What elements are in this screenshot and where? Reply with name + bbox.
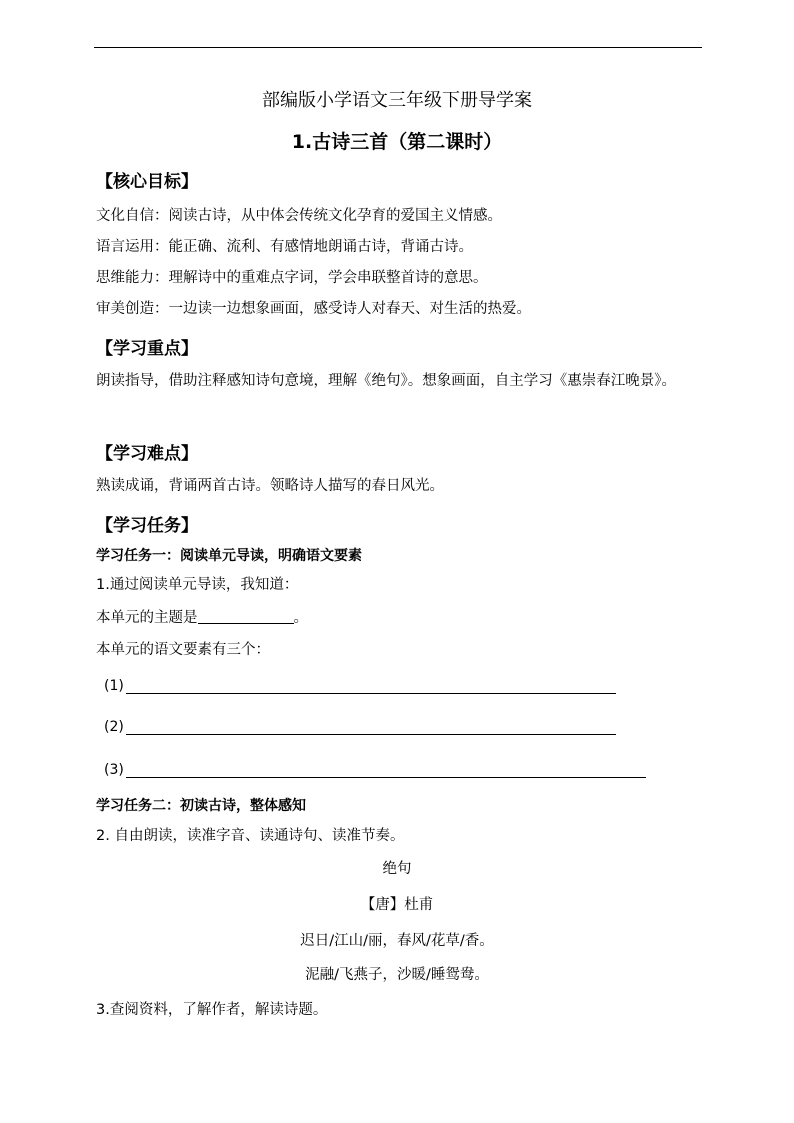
theme-suffix: 。 (293, 610, 308, 626)
poem-line: 迟日/江山/丽，春风/花草/香。 (300, 933, 494, 949)
goal-item: 文化自信：阅读古诗，从中体会传统文化孕育的爱国主义情感。 (96, 208, 502, 224)
question-1: 1.通过阅读单元导读，我知道： (96, 577, 299, 593)
question-3: 3.查阅资料，了解作者，解读诗题。 (96, 1002, 328, 1018)
difficulties-heading: 【学习难点】 (96, 444, 198, 464)
theme-blank[interactable] (198, 607, 294, 624)
goal-item: 思维能力：理解诗中的重难点字词，学会串联整首诗的意思。 (96, 270, 488, 286)
blank-label: (1) (104, 678, 124, 694)
poem-line: 泥融/飞燕子，沙暖/睡鸳鸯。 (305, 967, 489, 983)
goal-item: 审美创造：一边读一边想象画面，感受诗人对春天、对生活的热爱。 (96, 301, 531, 317)
core-goals-heading: 【核心目标】 (96, 172, 198, 192)
goal-item: 语言运用：能正确、流利、有感情地朗诵古诗，背诵古诗。 (96, 239, 473, 255)
answer-underline[interactable] (126, 720, 616, 735)
document-subtitle: 部编版小学语文三年级下册导学案 (262, 90, 532, 111)
lesson-title: 1.古诗三首（第二课时） (291, 131, 503, 153)
answer-underline[interactable] (126, 763, 646, 778)
tasks-heading: 【学习任务】 (96, 516, 198, 536)
blank-label: (2) (104, 719, 124, 735)
difficulties-text: 熟读成诵，背诵两首古诗。领略诗人描写的春日风光。 (96, 478, 444, 494)
blank-line-1[interactable] (104, 678, 616, 694)
theme-prefix: 本单元的主题是 (96, 610, 198, 626)
poem-title: 绝句 (382, 861, 412, 877)
task2-title: 学习任务二：初读古诗，整体感知 (96, 798, 306, 814)
task1-title: 学习任务一：阅读单元导读，明确语文要素 (96, 548, 362, 564)
blank-label: (3) (104, 762, 124, 778)
elements-intro: 本单元的语文要素有三个： (96, 642, 270, 658)
theme-line (96, 605, 308, 631)
header-rule (94, 47, 702, 48)
question-2: 2. 自由朗读，读准字音、读通诗句、读准节奏。 (96, 828, 405, 844)
poem-author: 【唐】杜甫 (360, 897, 434, 913)
answer-underline[interactable] (126, 679, 616, 694)
key-points-heading: 【学习重点】 (96, 339, 198, 359)
key-points-text: 朗读指导，借助注释感知诗句意境，理解《绝句》。想象画面，自主学习《惠崇春江晚景》。 (96, 373, 676, 389)
blank-line-3[interactable] (104, 762, 646, 778)
blank-line-2[interactable] (104, 719, 616, 735)
